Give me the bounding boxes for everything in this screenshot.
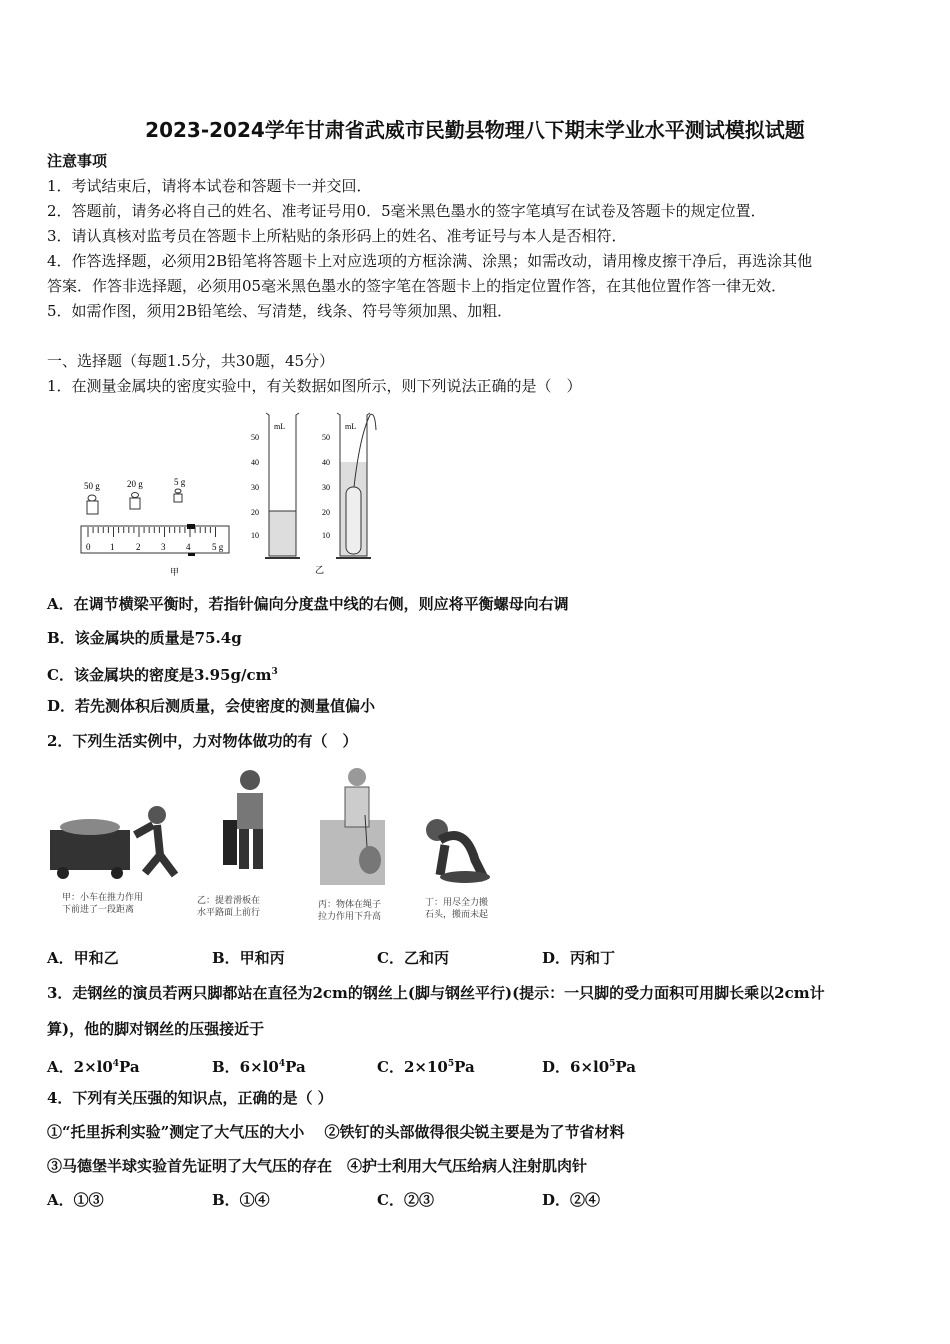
scale-tick: 4	[186, 542, 191, 552]
q1-option-a: A．在调节横梁平衡时，若指针偏向分度盘中线的右侧，则应将平衡螺母向右调	[47, 595, 569, 613]
q4-option-c: C．②③	[377, 1191, 434, 1209]
question-2-stem: 2．下列生活实例中，力对物体做功的有（ ）	[47, 732, 358, 750]
q4-statement-line-2: ③马德堡半球实验首先证明了大气压的存在 ④护士利用大气压给病人注射肌肉针	[47, 1157, 588, 1175]
question-1-stem: 1．在测量金属块的密度实验中，有关数据如图所示，则下列说法正确的是（ ）	[47, 377, 582, 395]
boy-carrying-board-illustration	[223, 770, 263, 869]
opt-text: C．2×10	[377, 1058, 448, 1076]
q2-option-b: B．甲和丙	[212, 949, 285, 967]
q1-figure	[70, 405, 400, 580]
q2-option-d: D．丙和丁	[542, 949, 616, 967]
note-line: 2．答题前，请务必将自己的姓名、准考证号用0．5毫米黑色墨水的签字笔填写在试卷及答题卡的规定位置．	[47, 202, 766, 220]
question-3-stem-line-2: 算)，他的脚对钢丝的压强接近于	[47, 1020, 265, 1038]
note-line: 4．作答选择题，必须用2B铅笔将答题卡上对应选项的方框涂满、涂黑；如需改动，请用橡皮擦干净后，再选涂其他	[47, 252, 813, 270]
scale-tick: 0	[86, 542, 91, 552]
balance-scale-ruler	[81, 524, 229, 556]
lifting-rock-illustration	[426, 819, 490, 883]
scale-tick: 3	[161, 542, 166, 552]
cylinder-tick: 40	[322, 458, 330, 467]
q1-option-b: B．该金属块的质量是75.4g	[47, 629, 242, 647]
note-line: 5．如需作图，须用2B铅笔绘、写清楚，线条、符号等须加黑、加粗．	[47, 302, 513, 320]
q3-option-c	[377, 1054, 475, 1077]
caption-line: 丁：用尽全力搬	[425, 898, 489, 908]
q4-option-b: B．①④	[212, 1191, 270, 1209]
cylinder-unit: mL	[274, 422, 286, 431]
figure-label-yi: 乙	[315, 565, 325, 575]
q1-option-c-sup: 3	[271, 667, 278, 677]
question-3-stem-line-1: 3．走钢丝的演员若两只脚都站在直径为2cm的钢丝上(脚与钢丝平行)(提示：一只脚的受力面积可用脚长乘以2cm计	[47, 984, 825, 1002]
caption-line: 石头，搬而未起	[425, 910, 489, 920]
cylinder-tick: 20	[322, 508, 330, 517]
q3-option-b	[212, 1054, 306, 1077]
q3-option-d	[542, 1054, 636, 1077]
section-heading: 一、选择题（每题1.5分，共30题，45分）	[47, 352, 335, 370]
figure-label-jia: 甲	[170, 567, 180, 577]
cart-push-illustration	[50, 806, 175, 879]
caption-jia	[62, 892, 143, 916]
rope-lifting-illustration	[320, 768, 385, 885]
caption-ding	[425, 897, 488, 921]
cylinder-tick: 50	[251, 433, 259, 442]
q4-option-a: A．①③	[47, 1191, 104, 1209]
q2-figures	[45, 765, 515, 885]
q1-option-c-text: C．该金属块的密度是3.95g/cm	[47, 666, 272, 684]
caption-line: 下前进了一段距离	[62, 905, 135, 915]
question-4-stem: 4．下列有关压强的知识点，正确的是（ ）	[47, 1089, 333, 1107]
opt-sup: 5	[609, 1059, 616, 1069]
cylinder-tick: 30	[251, 483, 259, 492]
weight-label: 5 g	[174, 477, 186, 487]
opt-unit: Pa	[615, 1058, 637, 1076]
caption-yi	[197, 895, 260, 919]
opt-unit: Pa	[454, 1058, 475, 1076]
opt-text: B．6×l0	[212, 1058, 279, 1076]
opt-text: A．2×l0	[47, 1058, 113, 1076]
opt-sup: 5	[447, 1059, 455, 1069]
weight-icons	[87, 489, 182, 514]
note-line: 3．请认真核对监考员在答题卡上所粘贴的条形码上的姓名、准考证号与本人是否相符．	[47, 227, 627, 245]
scale-tick: 1	[110, 542, 115, 552]
q1-option-c	[47, 662, 278, 685]
note-line: 1．考试结束后，请将本试卷和答题卡一并交回．	[47, 177, 372, 195]
cylinder-tick: 10	[251, 531, 259, 540]
cylinder-tick: 30	[322, 483, 330, 492]
cylinder-tick: 10	[322, 531, 330, 540]
caption-line: 丙：物体在绳子	[318, 900, 382, 910]
caption-line: 水平路面上前行	[197, 908, 261, 918]
cylinder-tick: 50	[322, 433, 330, 442]
caption-line: 拉力作用下升高	[318, 912, 382, 922]
scale-tick: 2	[136, 542, 141, 552]
opt-text: D．6×l0	[542, 1058, 610, 1076]
q4-option-d: D．②④	[542, 1191, 601, 1209]
cylinder-tick: 20	[251, 508, 259, 517]
note-line: 答案．作答非选择题，必须用05毫米黑色墨水的签字笔在答题卡上的指定位置作答，在其他位置作答一律无效．	[47, 277, 787, 295]
graduated-cylinder-before	[265, 413, 300, 558]
q4-statement-line-1: ①“托里拆利实验”测定了大气压的大小 ②铁钉的头部做得很尖锐主要是为了节省材料	[47, 1123, 625, 1141]
cylinder-unit: mL	[345, 422, 357, 431]
graduated-cylinder-after	[336, 413, 376, 558]
q3-option-a	[47, 1054, 140, 1077]
opt-unit: Pa	[119, 1058, 140, 1076]
cylinder-tick: 40	[251, 458, 259, 467]
caption-bing	[318, 899, 381, 923]
q1-option-d: D．若先测体积后测质量，会使密度的测量值偏小	[47, 697, 376, 715]
caption-line: 甲：小车在推力作用	[62, 893, 144, 903]
scale-tick: 5 g	[212, 542, 224, 552]
weight-label: 50 g	[84, 481, 100, 491]
caption-line: 乙：提着滑板在	[197, 896, 261, 906]
q2-option-a: A．甲和乙	[47, 949, 119, 967]
opt-unit: Pa	[285, 1058, 306, 1076]
q2-option-c: C．乙和丙	[377, 949, 449, 967]
page-title: 2023-2024学年甘肃省武威市民勤县物理八下期末学业水平测试模拟试题	[145, 118, 805, 142]
opt-sup: 4	[112, 1059, 120, 1069]
weight-label: 20 g	[127, 479, 143, 489]
notes-heading: 注意事项	[47, 152, 108, 170]
opt-sup: 4	[278, 1059, 286, 1069]
